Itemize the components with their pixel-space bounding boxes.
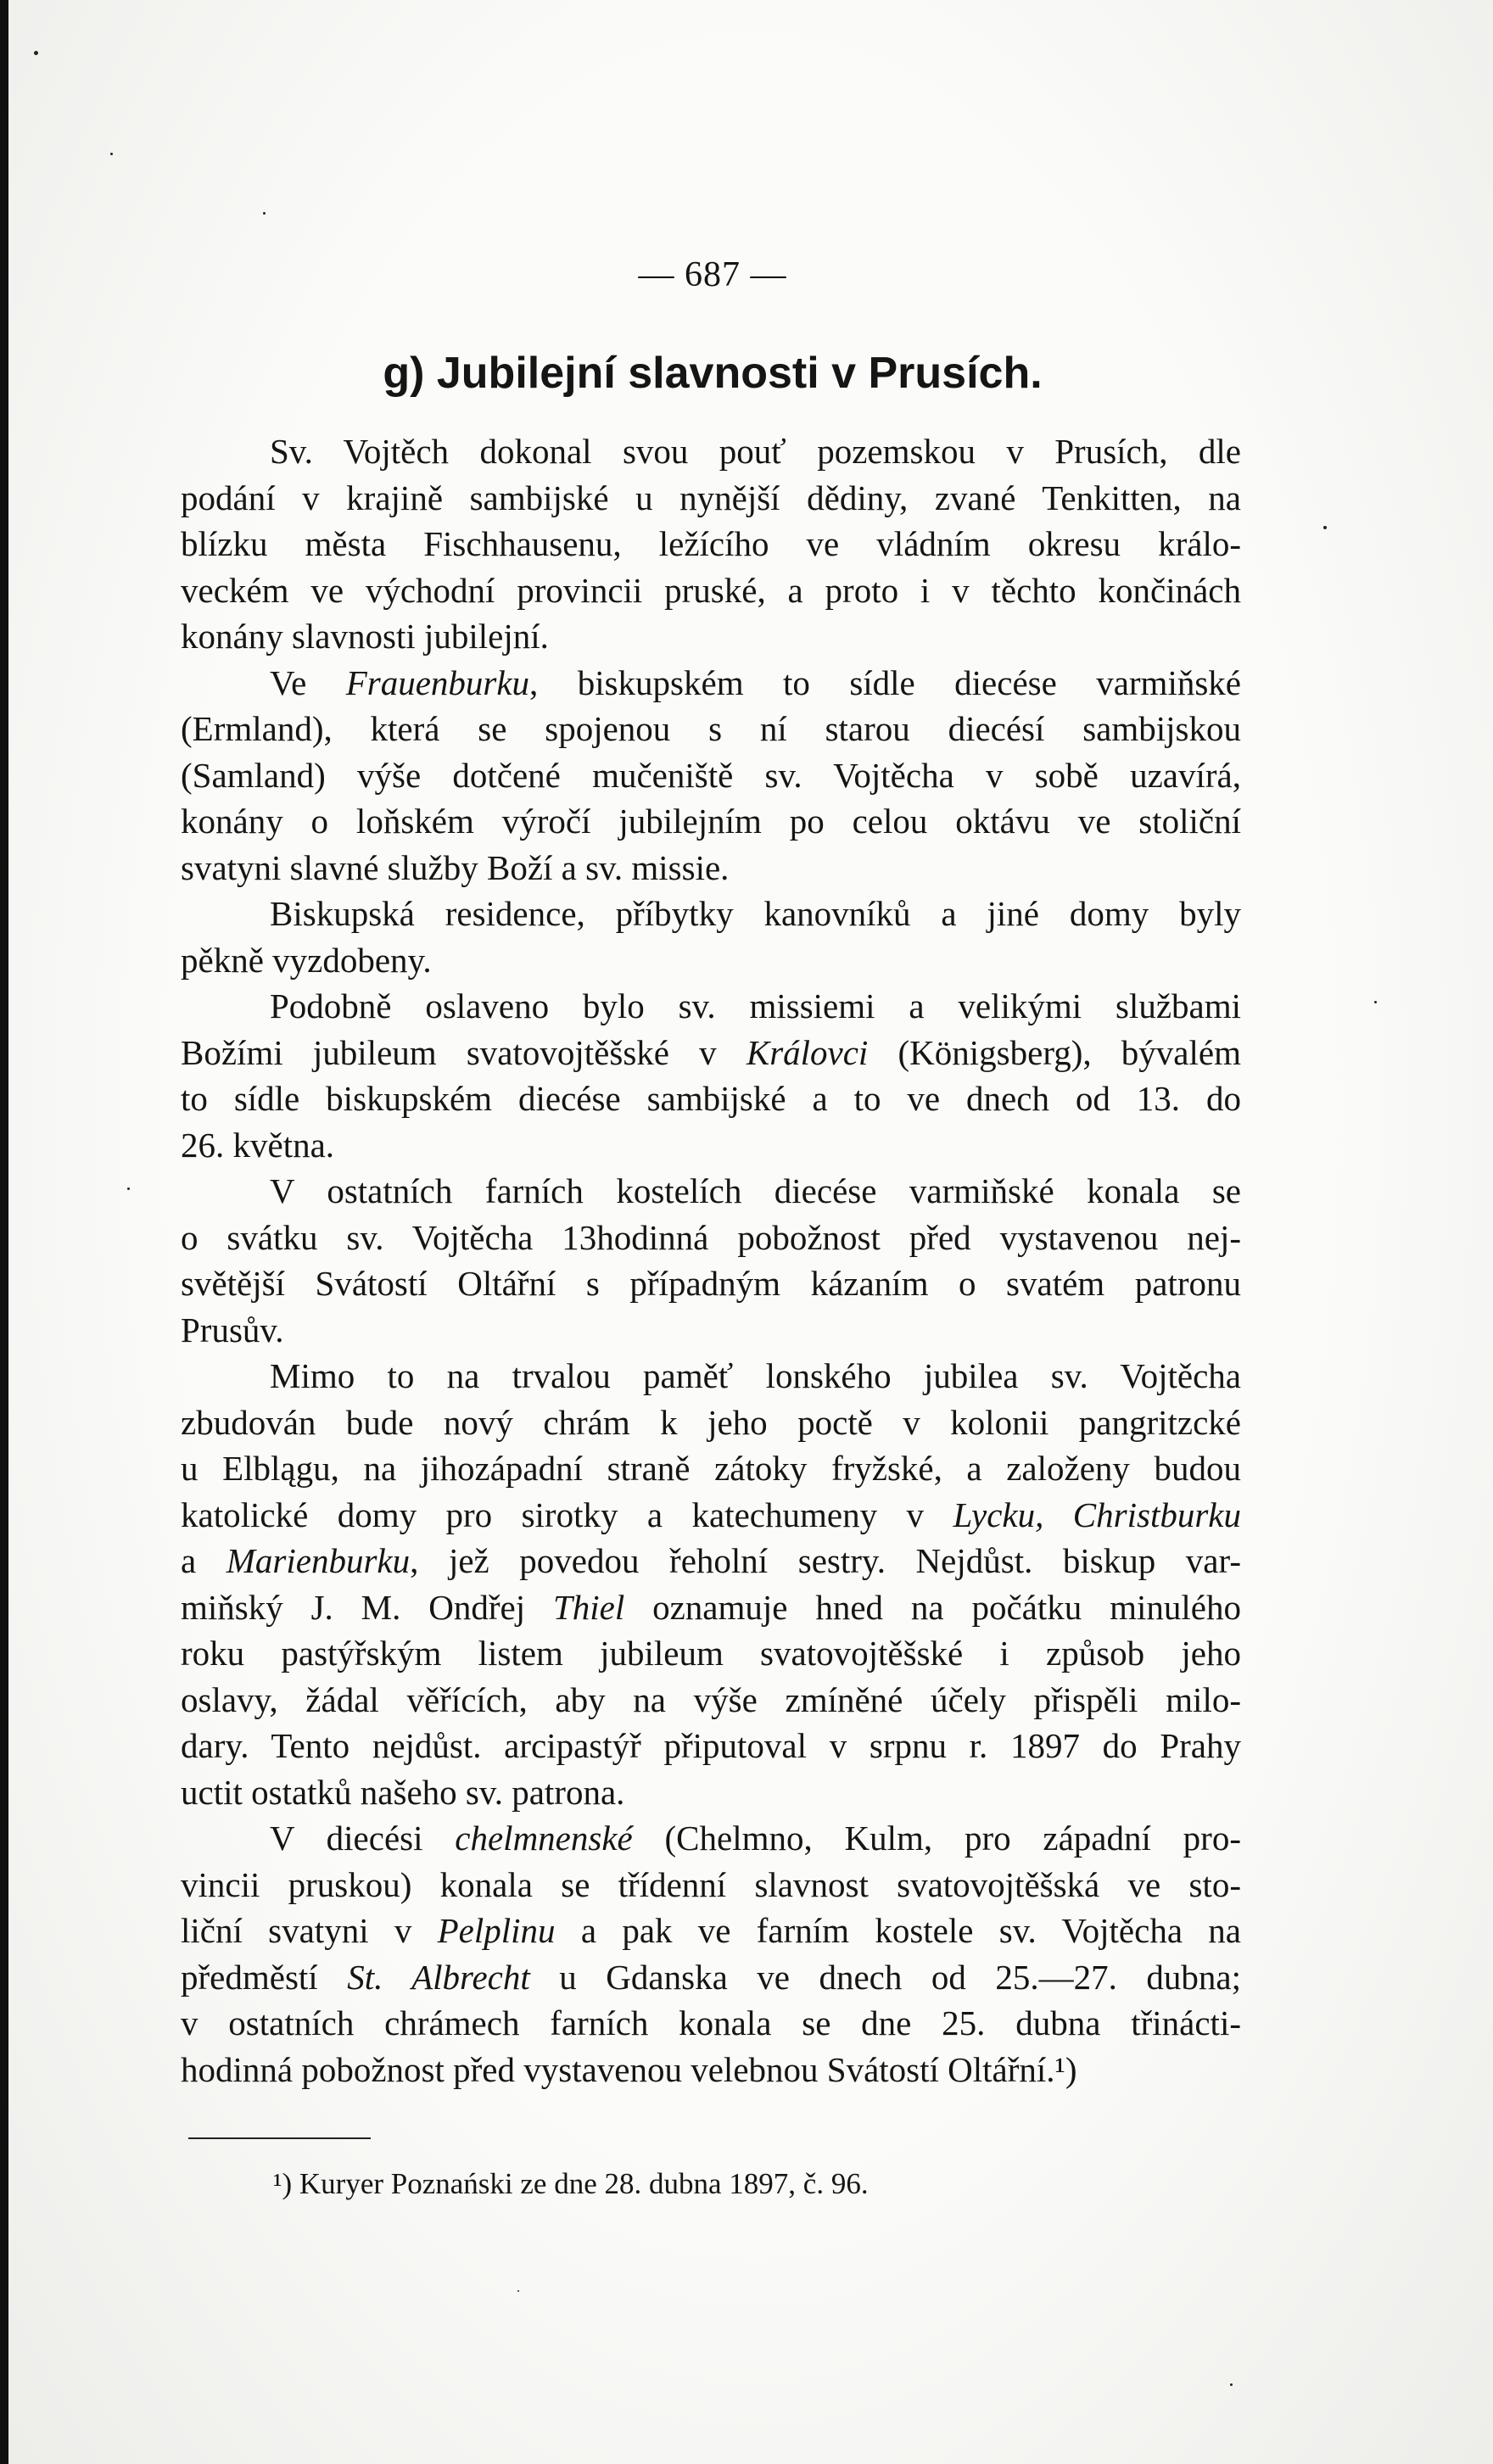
text-line: roku pastýřským listem jubileum svatovojtěšské i způsob jeho: [181, 1634, 1241, 1673]
text-line: veckém ve východní provincii pruské, a proto i v těchto končinách: [181, 570, 1241, 610]
text-line: u Elblągu, na jihozápadní straně zátoky fryžské, a založeny budou: [181, 1449, 1241, 1488]
text-line: V ostatních farních kostelích diecése varmiňské konala se: [270, 1171, 1241, 1210]
text-line: uctit ostatků našeho sv. patrona.: [181, 1772, 625, 1812]
text-line: svatyni slavné služby Boží a sv. missie.: [181, 847, 730, 887]
text-line: Sv. Vojtěch dokonal svou pouť pozemskou v Prusích, dle: [270, 432, 1241, 471]
text-line: V diecési chelmnenské (Chelmno, Kulm, pro západní pro-: [270, 1819, 1241, 1858]
text-line: 26. května.: [181, 1125, 335, 1165]
scan-speck: [1374, 1001, 1377, 1003]
text-line: dary. Tento nejdůst. arcipastýř připutoval v srpnu r. 1897 do Prahy: [181, 1726, 1241, 1765]
text-line: zbudován bude nový chrám k jeho poctě v kolonii pangritzcké: [181, 1402, 1241, 1442]
text-line: Mimo to na trvalou paměť lonského jubilea sv. Vojtěcha: [270, 1356, 1241, 1395]
text-line: katolické domy pro sirotky a katechumeny v Lycku, Christburku: [181, 1495, 1241, 1534]
text-line: (Ermland), která se spojenou s ní starou diecésí sambijskou: [181, 709, 1241, 748]
text-line: konány slavnosti jubilejní.: [181, 617, 549, 656]
footnote-divider: [188, 2137, 371, 2139]
scan-speck: [110, 153, 113, 155]
footnote: ¹) Kuryer Poznański ze dne 28. dubna 1897, č. 96.: [273, 2167, 869, 2200]
text-line: předměstí St. Albrecht u Gdanska ve dnech od 25.—27. dubna;: [181, 1957, 1241, 1997]
text-line: a Marienburku, jež povedou řeholní sestry. Nejdůst. biskup var-: [181, 1541, 1241, 1580]
text-line: Prusův.: [181, 1310, 284, 1349]
text-line: to sídle biskupském diecése sambijské a to ve dnech od 13. do: [181, 1079, 1241, 1118]
scan-speck: [263, 212, 266, 215]
text-line: vincii pruskou) konala se třídenní slavnost svatovojtěšská ve sto-: [181, 1864, 1241, 1904]
text-line: Biskupská residence, příbytky kanovníků a jiné domy byly: [270, 894, 1241, 933]
text-line: v ostatních chrámech farních konala se dne 25. dubna třinácti-: [181, 2003, 1241, 2042]
text-line: pěkně vyzdobeny.: [181, 940, 432, 980]
section-title: g) Jubilejní slavnosti v Prusích.: [383, 349, 1043, 398]
text-line: konány o loňském výročí jubilejním po celou oktávu ve stoliční: [181, 802, 1241, 841]
text-line: liční svatyni v Pelplinu a pak ve farním kostele sv. Vojtěcha na: [181, 1911, 1241, 1950]
text-line: blízku města Fischhausenu, ležícího ve vládním okresu králo-: [181, 524, 1241, 563]
scan-speck: [1323, 526, 1327, 529]
text-line: světější Svátostí Oltářní s případným kázaním o svatém patronu: [181, 1264, 1241, 1303]
text-line: Božími jubileum svatovojtěšské v Královci (Königsberg), bývalém: [181, 1032, 1241, 1072]
text-line: Podobně oslaveno bylo sv. missiemi a velikými službami: [270, 986, 1241, 1025]
text-line: miňský J. M. Ondřej Thiel oznamuje hned na počátku minulého: [181, 1587, 1241, 1627]
text-line: hodinná pobožnost před vystavenou velebnou Svátostí Oltářní.¹): [181, 2049, 1077, 2089]
text-line: (Samland) výše dotčené mučeniště sv. Vojtěcha v sobě uzavírá,: [181, 755, 1241, 795]
scan-speck: [34, 51, 38, 55]
page-number: — 687 —: [638, 255, 787, 294]
text-line: Ve Frauenburku, biskupském to sídle diecése varmiňské: [270, 662, 1241, 702]
scan-speck: [1230, 2383, 1233, 2386]
body-text: [181, 428, 1241, 2092]
scan-speck: [517, 2290, 519, 2292]
text-line: oslavy, žádal věřících, aby na výše zmíněné účely přispěli milo-: [181, 1679, 1241, 1719]
text-line: podání v krajině sambijské u nynější dědiny, zvané Tenkitten, na: [181, 478, 1241, 517]
text-line: o svátku sv. Vojtěcha 13hodinná pobožnost před vystavenou nej-: [181, 1217, 1241, 1257]
scan-speck: [127, 1187, 130, 1190]
